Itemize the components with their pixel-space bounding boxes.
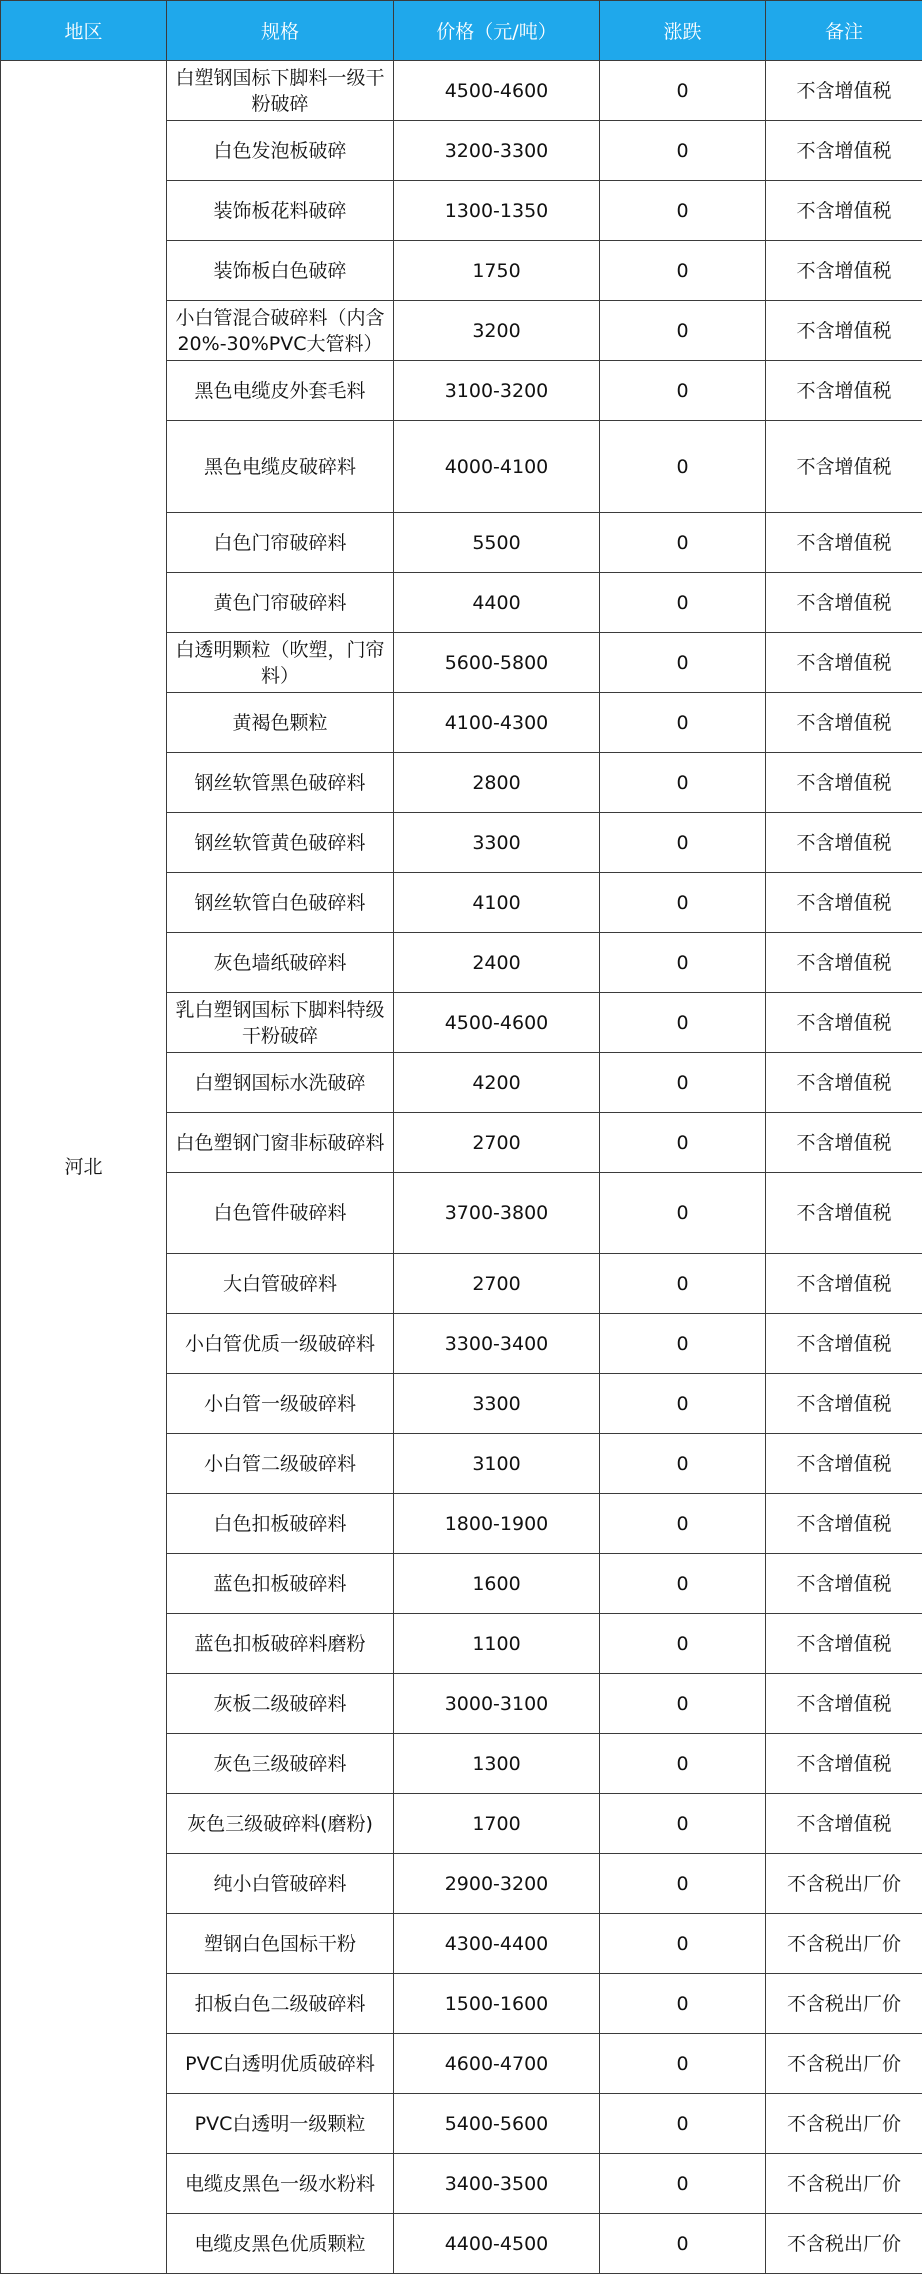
spec-cell-text: 钢丝软管黑色破碎料 bbox=[194, 771, 366, 794]
spec-cell bbox=[167, 61, 394, 121]
header-price: 价格（元/吨） bbox=[394, 1, 600, 61]
spec-cell bbox=[167, 693, 394, 753]
spec-cell bbox=[167, 933, 394, 993]
change-cell: 0 bbox=[600, 573, 766, 633]
spec-cell bbox=[167, 1854, 394, 1914]
spec-cell-text: 装饰板白色破碎 bbox=[213, 259, 347, 282]
spec-cell bbox=[167, 873, 394, 933]
price-cell: 2400 bbox=[394, 933, 600, 993]
note-cell: 不含增值税 bbox=[766, 1314, 922, 1374]
note-cell: 不含增值税 bbox=[766, 1794, 922, 1854]
change-cell: 0 bbox=[600, 1854, 766, 1914]
spec-cell bbox=[167, 2034, 394, 2094]
spec-cell-text: 白色发泡板破碎 bbox=[213, 139, 347, 162]
spec-cell-text: 扣板白色二级破碎料 bbox=[194, 1992, 366, 2015]
spec-cell-text: 电缆皮黑色优质颗粒 bbox=[194, 2232, 366, 2255]
spec-cell bbox=[167, 1053, 394, 1113]
spec-cell-text: 灰色三级破碎料(磨粉) bbox=[187, 1812, 373, 1835]
spec-cell-text: 电缆皮黑色一级水粉料 bbox=[184, 2172, 375, 2195]
change-cell: 0 bbox=[600, 1914, 766, 1974]
note-cell: 不含增值税 bbox=[766, 121, 922, 181]
spec-cell bbox=[167, 2214, 394, 2274]
spec-cell-text: PVC白透明一级颗粒 bbox=[194, 2112, 366, 2135]
note-cell: 不含税出厂价 bbox=[766, 2034, 922, 2094]
price-cell: 3200 bbox=[394, 301, 600, 361]
spec-cell bbox=[167, 121, 394, 181]
note-cell: 不含增值税 bbox=[766, 421, 922, 513]
spec-cell bbox=[167, 301, 394, 361]
change-cell: 0 bbox=[600, 1374, 766, 1434]
spec-cell bbox=[167, 1113, 394, 1173]
note-cell: 不含增值税 bbox=[766, 1614, 922, 1674]
change-cell: 0 bbox=[600, 1434, 766, 1494]
spec-cell bbox=[167, 1674, 394, 1734]
spec-cell bbox=[167, 2094, 394, 2154]
spec-cell bbox=[167, 1914, 394, 1974]
note-cell: 不含增值税 bbox=[766, 933, 922, 993]
price-cell: 4200 bbox=[394, 1053, 600, 1113]
price-cell: 4400-4500 bbox=[394, 2214, 600, 2274]
price-cell: 3300-3400 bbox=[394, 1314, 600, 1374]
change-cell: 0 bbox=[600, 1554, 766, 1614]
spec-cell-text: 黄褐色颗粒 bbox=[232, 711, 328, 734]
note-cell: 不含增值税 bbox=[766, 513, 922, 573]
note-cell: 不含增值税 bbox=[766, 1434, 922, 1494]
price-cell: 1750 bbox=[394, 241, 600, 301]
change-cell: 0 bbox=[600, 2094, 766, 2154]
price-cell: 4300-4400 bbox=[394, 1914, 600, 1974]
spec-cell-text: 装饰板花料破碎 bbox=[213, 199, 347, 222]
header-change: 涨跌 bbox=[600, 1, 766, 61]
price-cell: 3100 bbox=[394, 1434, 600, 1494]
price-cell: 1500-1600 bbox=[394, 1974, 600, 2034]
note-cell: 不含增值税 bbox=[766, 993, 922, 1053]
note-cell: 不含增值税 bbox=[766, 1113, 922, 1173]
price-cell: 4100-4300 bbox=[394, 693, 600, 753]
note-cell: 不含税出厂价 bbox=[766, 2094, 922, 2154]
spec-cell bbox=[167, 1314, 394, 1374]
note-cell: 不含税出厂价 bbox=[766, 1854, 922, 1914]
change-cell: 0 bbox=[600, 1794, 766, 1854]
price-cell: 4500-4600 bbox=[394, 993, 600, 1053]
change-cell: 0 bbox=[600, 2214, 766, 2274]
price-cell: 1600 bbox=[394, 1554, 600, 1614]
spec-cell-text: 钢丝软管黄色破碎料 bbox=[194, 831, 366, 854]
change-cell: 0 bbox=[600, 2034, 766, 2094]
note-cell: 不含增值税 bbox=[766, 873, 922, 933]
spec-cell bbox=[167, 2154, 394, 2214]
price-cell: 3700-3800 bbox=[394, 1173, 600, 1254]
change-cell: 0 bbox=[600, 513, 766, 573]
spec-cell bbox=[167, 421, 394, 513]
spec-cell bbox=[167, 1254, 394, 1314]
spec-cell bbox=[167, 1794, 394, 1854]
spec-cell bbox=[167, 573, 394, 633]
spec-cell bbox=[167, 633, 394, 693]
spec-cell-text: 蓝色扣板破碎料磨粉 bbox=[194, 1632, 366, 1655]
spec-cell-text: 白塑钢国标水洗破碎 bbox=[194, 1071, 366, 1094]
spec-cell bbox=[167, 1734, 394, 1794]
note-cell: 不含增值税 bbox=[766, 1674, 922, 1734]
spec-cell-text: 黑色电缆皮破碎料 bbox=[203, 455, 356, 478]
change-cell: 0 bbox=[600, 2154, 766, 2214]
spec-cell-text: 白塑钢国标下脚料一级干粉破碎 bbox=[175, 66, 385, 115]
spec-cell bbox=[167, 1554, 394, 1614]
spec-cell-text: 白色门帘破碎料 bbox=[213, 531, 347, 554]
change-cell: 0 bbox=[600, 1674, 766, 1734]
spec-cell bbox=[167, 1614, 394, 1674]
spec-cell-text: 白色管件破碎料 bbox=[213, 1202, 347, 1224]
price-cell: 3400-3500 bbox=[394, 2154, 600, 2214]
change-cell: 0 bbox=[600, 993, 766, 1053]
change-cell: 0 bbox=[600, 301, 766, 361]
price-cell: 1300 bbox=[394, 1734, 600, 1794]
spec-cell-text: PVC白透明优质破碎料 bbox=[185, 2052, 375, 2075]
price-cell: 2800 bbox=[394, 753, 600, 813]
change-cell: 0 bbox=[600, 633, 766, 693]
price-cell: 4500-4600 bbox=[394, 61, 600, 121]
note-cell: 不含增值税 bbox=[766, 1254, 922, 1314]
spec-cell-text: 黄色门帘破碎料 bbox=[213, 591, 347, 614]
change-cell: 0 bbox=[600, 1314, 766, 1374]
change-cell: 0 bbox=[600, 421, 766, 513]
note-cell: 不含增值税 bbox=[766, 241, 922, 301]
spec-cell-text: 灰板二级破碎料 bbox=[213, 1692, 347, 1715]
change-cell: 0 bbox=[600, 181, 766, 241]
header-row bbox=[1, 1, 922, 61]
price-cell: 2700 bbox=[394, 1113, 600, 1173]
note-cell: 不含增值税 bbox=[766, 633, 922, 693]
price-cell: 2700 bbox=[394, 1254, 600, 1314]
spec-cell bbox=[167, 181, 394, 241]
note-cell: 不含增值税 bbox=[766, 1053, 922, 1113]
spec-cell-text: 白色塑钢门窗非标破碎料 bbox=[175, 1131, 385, 1154]
spec-cell bbox=[167, 241, 394, 301]
spec-cell-text: 塑钢白色国标干粉 bbox=[203, 1932, 356, 1955]
spec-cell-text: 小白管二级破碎料 bbox=[203, 1452, 356, 1475]
change-cell: 0 bbox=[600, 1734, 766, 1794]
price-cell: 3300 bbox=[394, 1374, 600, 1434]
spec-cell-text: 灰色三级破碎料 bbox=[213, 1752, 347, 1775]
table-body bbox=[1, 61, 922, 2274]
spec-cell-text: 白透明颗粒（吹塑，门帘料） bbox=[175, 638, 385, 687]
spec-cell-text: 白色扣板破碎料 bbox=[213, 1512, 347, 1535]
spec-cell bbox=[167, 513, 394, 573]
price-cell: 5500 bbox=[394, 513, 600, 573]
price-cell: 3200-3300 bbox=[394, 121, 600, 181]
change-cell: 0 bbox=[600, 1053, 766, 1113]
note-cell: 不含增值税 bbox=[766, 813, 922, 873]
note-cell: 不含增值税 bbox=[766, 361, 922, 421]
note-cell: 不含增值税 bbox=[766, 1374, 922, 1434]
note-cell: 不含增值税 bbox=[766, 181, 922, 241]
change-cell: 0 bbox=[600, 1113, 766, 1173]
change-cell: 0 bbox=[600, 1173, 766, 1254]
change-cell: 0 bbox=[600, 693, 766, 753]
spec-cell-text: 小白管优质一级破碎料 bbox=[184, 1332, 375, 1355]
price-cell: 3300 bbox=[394, 813, 600, 873]
price-cell: 4000-4100 bbox=[394, 421, 600, 513]
change-cell: 0 bbox=[600, 61, 766, 121]
spec-cell-text: 小白管一级破碎料 bbox=[203, 1392, 356, 1415]
change-cell: 0 bbox=[600, 1974, 766, 2034]
note-cell: 不含增值税 bbox=[766, 1173, 922, 1254]
price-cell: 3100-3200 bbox=[394, 361, 600, 421]
price-cell: 4600-4700 bbox=[394, 2034, 600, 2094]
spec-cell-text: 灰色墙纸破碎料 bbox=[213, 951, 347, 974]
price-cell: 1800-1900 bbox=[394, 1494, 600, 1554]
note-cell: 不含增值税 bbox=[766, 301, 922, 361]
table-row bbox=[1, 61, 922, 121]
price-cell: 2900-3200 bbox=[394, 1854, 600, 1914]
price-cell: 1100 bbox=[394, 1614, 600, 1674]
spec-cell bbox=[167, 1434, 394, 1494]
change-cell: 0 bbox=[600, 933, 766, 993]
change-cell: 0 bbox=[600, 361, 766, 421]
change-cell: 0 bbox=[600, 241, 766, 301]
spec-cell bbox=[167, 1494, 394, 1554]
note-cell: 不含税出厂价 bbox=[766, 1974, 922, 2034]
price-cell: 5400-5600 bbox=[394, 2094, 600, 2154]
spec-cell bbox=[167, 1374, 394, 1434]
spec-cell-text: 蓝色扣板破碎料 bbox=[213, 1572, 347, 1595]
price-cell: 1300-1350 bbox=[394, 181, 600, 241]
change-cell: 0 bbox=[600, 1254, 766, 1314]
note-cell: 不含税出厂价 bbox=[766, 1914, 922, 1974]
spec-cell bbox=[167, 1974, 394, 2034]
change-cell: 0 bbox=[600, 1614, 766, 1674]
header-note: 备注 bbox=[766, 1, 922, 61]
region-cell: 河北 bbox=[1, 61, 167, 2274]
note-cell: 不含增值税 bbox=[766, 693, 922, 753]
spec-cell-text: 纯小白管破碎料 bbox=[213, 1872, 347, 1895]
spec-cell bbox=[167, 361, 394, 421]
header-spec: 规格 bbox=[167, 1, 394, 61]
spec-cell bbox=[167, 753, 394, 813]
note-cell: 不含增值税 bbox=[766, 1554, 922, 1614]
change-cell: 0 bbox=[600, 1494, 766, 1554]
note-cell: 不含增值税 bbox=[766, 753, 922, 813]
price-cell: 3000-3100 bbox=[394, 1674, 600, 1734]
note-cell: 不含税出厂价 bbox=[766, 2154, 922, 2214]
spec-cell bbox=[167, 993, 394, 1053]
spec-cell-text: 小白管混合破碎料（内含20%-30%PVC大管料） bbox=[175, 306, 385, 355]
spec-cell-text: 乳白塑钢国标下脚料特级干粉破碎 bbox=[175, 998, 385, 1047]
header-region: 地区 bbox=[1, 1, 167, 61]
note-cell: 不含增值税 bbox=[766, 573, 922, 633]
note-cell: 不含增值税 bbox=[766, 1494, 922, 1554]
change-cell: 0 bbox=[600, 753, 766, 813]
note-cell: 不含增值税 bbox=[766, 61, 922, 121]
change-cell: 0 bbox=[600, 121, 766, 181]
price-cell: 4100 bbox=[394, 873, 600, 933]
change-cell: 0 bbox=[600, 813, 766, 873]
spec-cell bbox=[167, 813, 394, 873]
spec-cell-text: 钢丝软管白色破碎料 bbox=[194, 891, 366, 914]
note-cell: 不含税出厂价 bbox=[766, 2214, 922, 2274]
price-cell: 5600-5800 bbox=[394, 633, 600, 693]
price-cell: 1700 bbox=[394, 1794, 600, 1854]
change-cell: 0 bbox=[600, 873, 766, 933]
spec-cell-text: 黑色电缆皮外套毛料 bbox=[194, 379, 366, 402]
price-cell: 4400 bbox=[394, 573, 600, 633]
spec-cell-text: 大白管破碎料 bbox=[222, 1272, 337, 1295]
spec-cell bbox=[167, 1173, 394, 1254]
note-cell: 不含增值税 bbox=[766, 1734, 922, 1794]
